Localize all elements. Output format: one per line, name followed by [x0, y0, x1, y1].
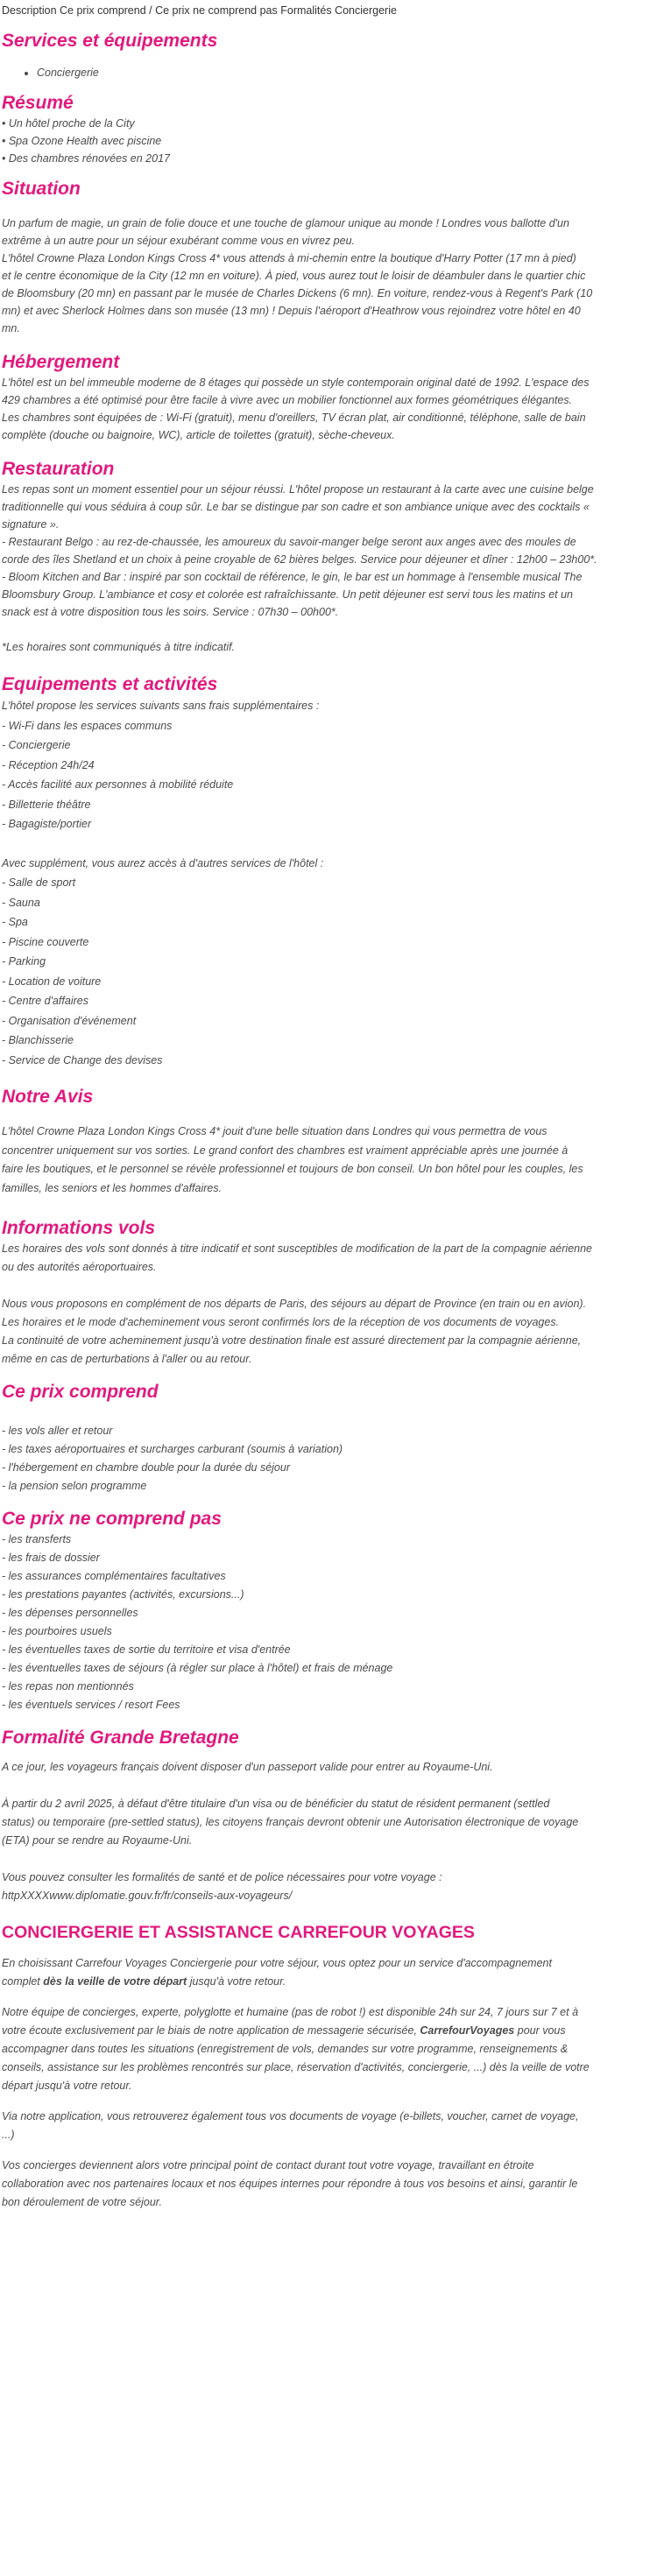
list-item: - les assurances complémentaires facultatives	[2, 1570, 226, 1582]
conciergerie-title: CONCIERGERIE ET ASSISTANCE CARREFOUR VOYAGES	[2, 1923, 475, 1942]
list-item: • Spa Ozone Health avec piscine	[2, 135, 162, 147]
text-line: Notre équipe de concierges, experte, polyglotte et humaine (pas de robot !) est disponible 24h sur 24, 7 jours sur 7 et à	[2, 2006, 579, 2018]
text-line: L'hôtel Crowne Plaza London Kings Cross 4* vous attends à mi-chemin entre la boutique d'Harry Potter (17 mn à pied)	[2, 252, 576, 264]
text-fragment: pour vous	[514, 2024, 566, 2037]
restauration-title: Restauration	[2, 459, 115, 479]
vols-title: Informations vols	[2, 1218, 156, 1238]
highlight-text: dès la veille de votre départ	[43, 1975, 187, 1988]
list-item: - les éventuelles taxes de séjours (à régler sur place à l'hôtel) et frais de ménage	[2, 1662, 393, 1674]
situation-title: Situation	[2, 179, 81, 199]
footnote: *Les horaires sont communiqués à titre indicatif.	[2, 641, 236, 653]
list-item: - les transferts	[2, 1533, 72, 1545]
equipements-title: Equipements et activités	[2, 674, 218, 694]
text-line: L'hôtel est un bel immeuble moderne de 8 étages qui possède un style contemporain original daté de 1992. L'espace des	[2, 377, 590, 389]
list-item: - Sauna	[2, 896, 40, 909]
list-item: - les taxes aéroportuaires et surcharges carburant (soumis à variation)	[2, 1443, 343, 1455]
list-item: - les prestations payantes (activités, excursions...)	[2, 1588, 244, 1601]
text-line: collaboration avec nos partenaires locaux et nos équipes internes pour répondre à tous vos besoins et ainsi, garantir le	[2, 2178, 578, 2190]
spacer	[2, 2095, 662, 2108]
list-item: - Billetterie théâtre	[2, 798, 91, 811]
text-line: 429 chambres a été optimisé pour être facile à vivre avec un mobilier fonctionnel aux formes géométriques élégantes.	[2, 394, 573, 406]
text-line: mn.	[2, 322, 20, 334]
tab-bar	[2, 0, 662, 19]
list-item: - Spa	[2, 916, 28, 928]
list-item: - Accès facilité aux personnes à mobilité réduite	[2, 778, 234, 791]
resume-title: Résumé	[2, 93, 74, 113]
text-line: Vos concierges deviennent alors votre principal point de contact durant tout votre voyage, travaillant en étroite	[2, 2159, 534, 2171]
text-line: extrême à un autre pour un séjour exubérant comme vous en vivrez peu.	[2, 235, 355, 247]
text-line: Les chambres sont équipées de : Wi-Fi (gratuit), menu d'oreillers, TV écran plat, air conditionné, téléphone, salle de bain	[2, 412, 586, 424]
comprend-title: Ce prix comprend	[2, 1382, 159, 1402]
list-item: - l'hébergement en chambre double pour la durée du séjour	[2, 1461, 290, 1474]
text-line	[2, 2022, 662, 2040]
text-fragment: jusqu'à votre retour.	[187, 1975, 286, 1988]
text-line: Les horaires et le mode d'acheminement vous seront confirmés lors de la réception de vos documents de voyages.	[2, 1316, 560, 1328]
text-line: En choisissant Carrefour Voyages Conciergerie pour votre séjour, vous optez pour un service d'accompagnement	[2, 1957, 552, 1969]
list-item: - Location de voiture	[2, 975, 102, 988]
text-line: A ce jour, les voyageurs français doivent disposer d'un passeport valide pour entrer au Royaume-Uni.	[2, 1761, 493, 1773]
tab-formalites[interactable]: Formalités	[280, 4, 332, 17]
resume-list	[2, 115, 662, 167]
list-item: - Wi-Fi dans les espaces communs	[2, 719, 173, 732]
formalite-text	[2, 1758, 662, 1905]
text-line: Un parfum de magie, un grain de folie douce et une touche de glamour unique au monde ! Londres vous ballotte d'un	[2, 217, 569, 229]
spacer	[2, 1404, 662, 1422]
tab-description[interactable]: Description	[2, 4, 57, 17]
text-line	[2, 1973, 662, 1991]
equipements-text	[2, 696, 662, 1070]
restauration-text	[2, 481, 662, 656]
spacer	[2, 1850, 662, 1869]
text-line: Avec supplément, vous aurez accès à d'autres services de l'hôtel :	[2, 856, 324, 869]
spacer	[2, 834, 662, 854]
list-item: - Piscine couverte	[2, 935, 89, 948]
list-item: - les éventuelles taxes de sortie du territoire et visa d'entrée	[2, 1643, 291, 1656]
text-fragment: complet	[2, 1975, 44, 1988]
text-line: familles, les seniors et les hommes d'affaires.	[2, 1181, 223, 1194]
services-title: Services et équipements	[2, 31, 218, 51]
list-item: - les vols aller et retour	[2, 1425, 113, 1437]
vols-text	[2, 1240, 662, 1369]
text-line: - Restaurant Belgo : au rez-de-chaussée, les amoureux du savoir-manger belge seront aux anges avec des moules de	[2, 536, 576, 548]
text-line: signature ».	[2, 518, 60, 531]
spacer	[2, 2144, 662, 2157]
list-item: - les frais de dossier	[2, 1552, 100, 1564]
list-item: - Bagagiste/portier	[2, 818, 92, 830]
text-line: complète (douche ou baignoire, WC), article de toilettes (gratuit), sèche-cheveux.	[2, 429, 395, 441]
formalite-title: Formalité Grande Bretagne	[2, 1728, 239, 1748]
text-line: Les repas sont un moment essentiel pour un séjour réussi. L'hôtel propose un restaurant à la carte avec une cuisine belge	[2, 483, 594, 496]
text-line: L'hôtel Crowne Plaza London Kings Cross 4* jouit d'une belle situation dans Londres qui vous permettra de vous	[2, 1125, 547, 1137]
list-item: - Salle de sport	[2, 876, 76, 889]
list-item: • Un hôtel proche de la City	[2, 117, 135, 130]
list-item: - Parking	[2, 955, 46, 968]
text-line: Bloomsbury Group. L'ambiance et cosy et colorée est rafraîchissante. Un petit déjeuner est servi tous les matins et un	[2, 588, 574, 601]
spacer	[2, 1277, 662, 1295]
text-line: concentrer uniquement sur vos sorties. Le grand confort des chambres est vraiment appréciable après une journée à	[2, 1144, 569, 1157]
list-item: - Réception 24h/24	[2, 758, 95, 771]
text-line: À partir du 2 avril 2025, à défaut d'être titulaire d'un visa ou de bénéficier du statut de résident permanent (settled	[2, 1798, 550, 1810]
comprend-text	[2, 1404, 662, 1496]
list-item: - Blanchisserie	[2, 1034, 74, 1046]
text-fragment: votre écoute exclusivement par le biais de notre application de messagerie sécurisée,	[2, 2024, 420, 2037]
list-item: - Centre d'affaires	[2, 995, 88, 1007]
list-item: - les pourboires usuels	[2, 1625, 112, 1637]
text-line: Via notre application, vous retrouverez également tous vos documents de voyage (e-billets, voucher, carnet de voyage,	[2, 2110, 579, 2122]
list-item: - les dépenses personnelles	[2, 1607, 138, 1619]
avis-text	[2, 1123, 662, 1198]
list-item: - Service de Change des devises	[2, 1053, 163, 1066]
hebergement-title: Hébergement	[2, 352, 120, 372]
text-line: corde des îles Shetland et un choix à peine croyable de 62 bières belges. Service pour déjeuner et dîner : 12h00 – 23h00*.	[2, 553, 597, 566]
text-line: - Bloom Kitchen and Bar : inspiré par son cocktail de référence, le gin, le bar est un hommage à l'ensemble musical The	[2, 571, 583, 583]
text-line: ...)	[2, 2129, 15, 2141]
list-item: • Conciergerie	[37, 64, 662, 81]
list-item: - Conciergerie	[2, 739, 71, 751]
list-item: - les repas non mentionnés	[2, 1680, 134, 1693]
spacer	[2, 621, 662, 638]
text-line: Les horaires des vols sont donnés à titre indicatif et sont susceptibles de modification de la part de la compagnie aérienne	[2, 1242, 593, 1255]
text-line: et le centre économique de la City (12 mn en voiture). À pied, vous aurez tout le loisir de déambuler dans le quartier chic	[2, 270, 586, 282]
text-line: Nous vous proposons en complément de nos départs de Paris, des séjours au départ de Province (en train ou en avion).	[2, 1298, 587, 1310]
conciergerie-text	[2, 1954, 662, 2212]
situation-text	[2, 215, 662, 337]
text-line: mn) et avec Sherlock Holmes dans son musée (13 mn) ! Depuis l'aéroport d'Heathrow vous rejoindrez votre hôtel en 40	[2, 305, 581, 317]
text-line: bon déroulement de votre séjour.	[2, 2196, 162, 2208]
text-line: accompagner dans toutes les situations (enregistrement de vols, demandes sur votre programme, renseignements &	[2, 2043, 569, 2055]
text-line: snack est à votre disposition tous les soirs. Service : 07h30 – 00h00*.	[2, 606, 339, 618]
text-line: L'hôtel propose les services suivants sans frais supplémentaires :	[2, 700, 320, 712]
text-line: La continuité de votre acheminement jusqu'à votre destination finale est assuré directement par la compagnie aérienne,	[2, 1334, 582, 1347]
ne-comprend-title: Ce prix ne comprend pas	[2, 1509, 222, 1529]
text-line: traditionnelle qui vous séduira à coup sûr. Le bar se distingue par son cadre et son ambiance unique avec des cocktails «	[2, 501, 590, 513]
hebergement-text	[2, 374, 662, 444]
text-line: status) ou temporaire (pre-settled status), les citoyens français devront obtenir une Autorisation électronique de voyage	[2, 1816, 579, 1828]
list-item: - la pension selon programme	[2, 1480, 147, 1492]
list-item: • Des chambres rénovées en 2017	[2, 152, 170, 165]
avis-title: Notre Avis	[2, 1087, 94, 1107]
text-line: (ETA) pour se rendre au Royaume-Uni.	[2, 1834, 193, 1847]
spacer	[2, 1991, 662, 2003]
spacer	[2, 1777, 662, 1795]
brand-name: CarrefourVoyages	[420, 2024, 515, 2037]
services-list	[2, 64, 662, 81]
tab-conciergerie[interactable]: Conciergerie	[335, 4, 397, 17]
text-line: départ jusqu'à votre retour.	[2, 2080, 132, 2092]
list-item: - les éventuels services / resort Fees	[2, 1699, 180, 1711]
diplomatie-link[interactable]: httpXXXXwww.diplomatie.gouv.fr/fr/conseils-aux-voyageurs/	[2, 1890, 293, 1902]
tab-prix[interactable]: Ce prix comprend / Ce prix ne comprend pas	[60, 4, 278, 17]
ne-comprend-text	[2, 1531, 662, 1714]
text-line: de Bloomsbury (20 mn) en passant par le musée de Charles Dickens (6 mn). En voiture, rendez-vous à Regent's Park (10	[2, 287, 593, 299]
text-line: conseils, assistance sur les problèmes rencontrés sur place, réservation d'activités, conciergerie, ...) dès la veille de votre	[2, 2061, 590, 2073]
text-line: ou des autorités aéroportuaires.	[2, 1261, 157, 1273]
text-line: faire les boutiques, et le personnel se révèle professionnel et toujours de bon conseil. Un bon hôtel pour les couples, les	[2, 1163, 583, 1175]
text-line: même en cas de perturbations à l'aller ou au retour.	[2, 1353, 252, 1365]
text-line: Vous pouvez consulter les formalités de santé et de police nécessaires pour votre voyage :	[2, 1871, 442, 1883]
list-item: - Organisation d'événement	[2, 1014, 137, 1027]
